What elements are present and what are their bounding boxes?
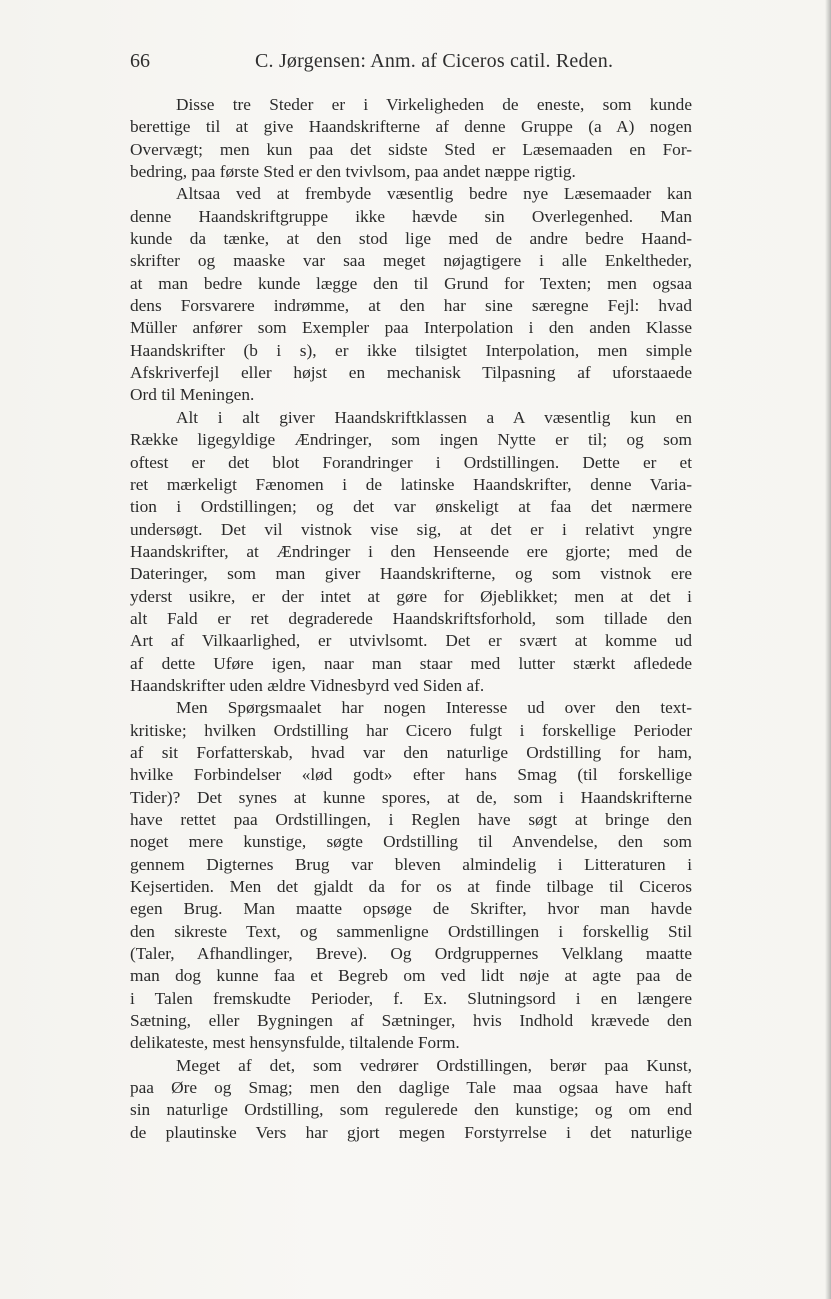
text-line: Dateringer, som man giver Haandskrifterne, og som vistnok ere <box>130 564 692 584</box>
text-line: have rettet paa Ordstillingen, i Reglen have søgt at bringe den <box>130 810 692 829</box>
text-line: berettige til at give Haandskrifterne af denne Gruppe (a A) nogen <box>130 117 692 137</box>
text-line: kunde da tænke, at den stod lige med de andre bedre Haand- <box>130 229 692 249</box>
text-line: oftest er det blot Forandringer i Ordstillingen. Dette er et <box>130 452 692 472</box>
text-line: bedring, paa første Sted er den tvivlsom, paa andet næppe rigtig. <box>130 162 576 182</box>
text-line: Müller anfører som Exempler paa Interpolation i den anden Klasse <box>130 318 692 338</box>
text-line: Men Spørgsmaalet har nogen Interesse ud over den text- <box>176 698 692 718</box>
text-line: tion i Ordstillingen; og det var ønskeligt at faa det nærmere <box>130 497 692 517</box>
text-line: Tider)? Det synes at kunne spores, at de, som i Haandskrifterne <box>130 787 692 807</box>
text-line: (Taler, Afhandlinger, Breve). Og Ordgruppernes Velklang maatte <box>130 944 692 964</box>
text-line: egen Brug. Man maatte opsøge de Skrifter, hvor man havde <box>130 899 692 919</box>
text-line: Meget af det, som vedrører Ordstillingen, berør paa Kunst, <box>176 1055 692 1075</box>
text-line: kritiske; hvilken Ordstilling har Cicero fulgt i forskellige Perioder <box>130 720 692 740</box>
text-line: af sit Forfatterskab, hvad var den naturlige Ordstilling for ham, <box>130 742 692 762</box>
text-line: denne Haandskriftgruppe ikke hævde sin Overlegenhed. Man <box>130 206 692 226</box>
text-line: man dog kunne faa et Begreb om ved lidt nøje at agte paa de <box>130 966 692 986</box>
running-title: C. Jørgensen: Anm. af Ciceros catil. Reden. <box>255 50 614 72</box>
text-line: Haandskrifter uden ældre Vidnesbyrd ved Siden af. <box>130 675 485 695</box>
text-line: af dette Uføre igen, naar man staar med lutter stærkt afledede <box>130 653 692 673</box>
text-line: skrifter og maaske var saa meget nøjagtigere i alle Enkeltheder, <box>130 251 692 271</box>
text-line: de plautinske Vers har gjort megen Forstyrrelse i det naturlige <box>130 1122 692 1142</box>
text-line: Disse tre Steder er i Virkeligheden de eneste, som kunde <box>176 95 692 114</box>
page-header <box>130 50 690 80</box>
text-line: Haandskrifter, at Ændringer i den Henseende ere gjorte; med de <box>130 541 692 561</box>
text-line: Sætning, eller Bygningen af Sætninger, hvis Indhold krævede den <box>130 1011 692 1031</box>
text-line: Række ligegyldige Ændringer, som ingen Nytte er til; og som <box>130 430 692 450</box>
body-text <box>130 94 692 1144</box>
text-line: alt Fald er ret degraderede Haandskriftsforhold, som tillade den <box>130 608 692 628</box>
page-edge-shadow <box>825 0 831 1299</box>
text-line: Altsaa ved at frembyde væsentlig bedre nye Læsemaader kan <box>176 184 692 204</box>
text-line: Art af Vilkaarlighed, er utvivlsomt. Det er svært at komme ud <box>130 631 692 651</box>
text-line: ret mærkeligt Fænomen i de latinske Haandskrifter, denne Varia- <box>130 474 692 494</box>
text-line: paa Øre og Smag; men den daglige Tale maa ogsaa have haft <box>130 1078 692 1098</box>
page-number: 66 <box>130 50 150 72</box>
text-line: Afskriverfejl eller højst en mechanisk Tilpasning af uforstaaede <box>130 363 692 383</box>
text-line: noget mere kunstige, søgte Ordstilling til Anvendelse, den som <box>130 832 692 852</box>
text-line: at man bedre kunde lægge den til Grund for Texten; men ogsaa <box>130 273 692 293</box>
text-line: yderst usikre, er der intet at gøre for Øjeblikket; men at det i <box>130 586 692 606</box>
text-line: sin naturlige Ordstilling, som regulerede den kunstige; og om end <box>130 1100 692 1120</box>
text-line: gennem Digternes Brug var bleven almindelig i Litteraturen i <box>130 854 692 874</box>
text-line: Haandskrifter (b i s), er ikke tilsigtet Interpolation, men simple <box>130 340 692 360</box>
text-line: i Talen fremskudte Perioder, f. Ex. Slutningsord i en længere <box>130 988 692 1008</box>
text-line: undersøgt. Det vil vistnok vise sig, at det er i relativt yngre <box>130 519 692 539</box>
text-line: Alt i alt giver Haandskriftklassen a A væsentlig kun en <box>176 407 692 427</box>
text-line: Overvægt; men kun paa det sidste Sted er Læsemaaden en For- <box>130 139 692 159</box>
text-line: dens Forsvarere indrømme, at den har sine særegne Fejl: hvad <box>130 296 692 316</box>
text-line: den sikreste Text, og sammenligne Ordstillingen i forskellig Stil <box>130 921 692 941</box>
text-line: Kejsertiden. Men det gjaldt da for os at finde tilbage til Ciceros <box>130 877 692 897</box>
text-line: hvilke Forbindelser «lød godt» efter hans Smag (til forskellige <box>130 765 692 785</box>
text-line: Ord til Meningen. <box>130 385 255 405</box>
text-line: delikateste, mest hensynsfulde, tiltalende Form. <box>130 1033 460 1053</box>
